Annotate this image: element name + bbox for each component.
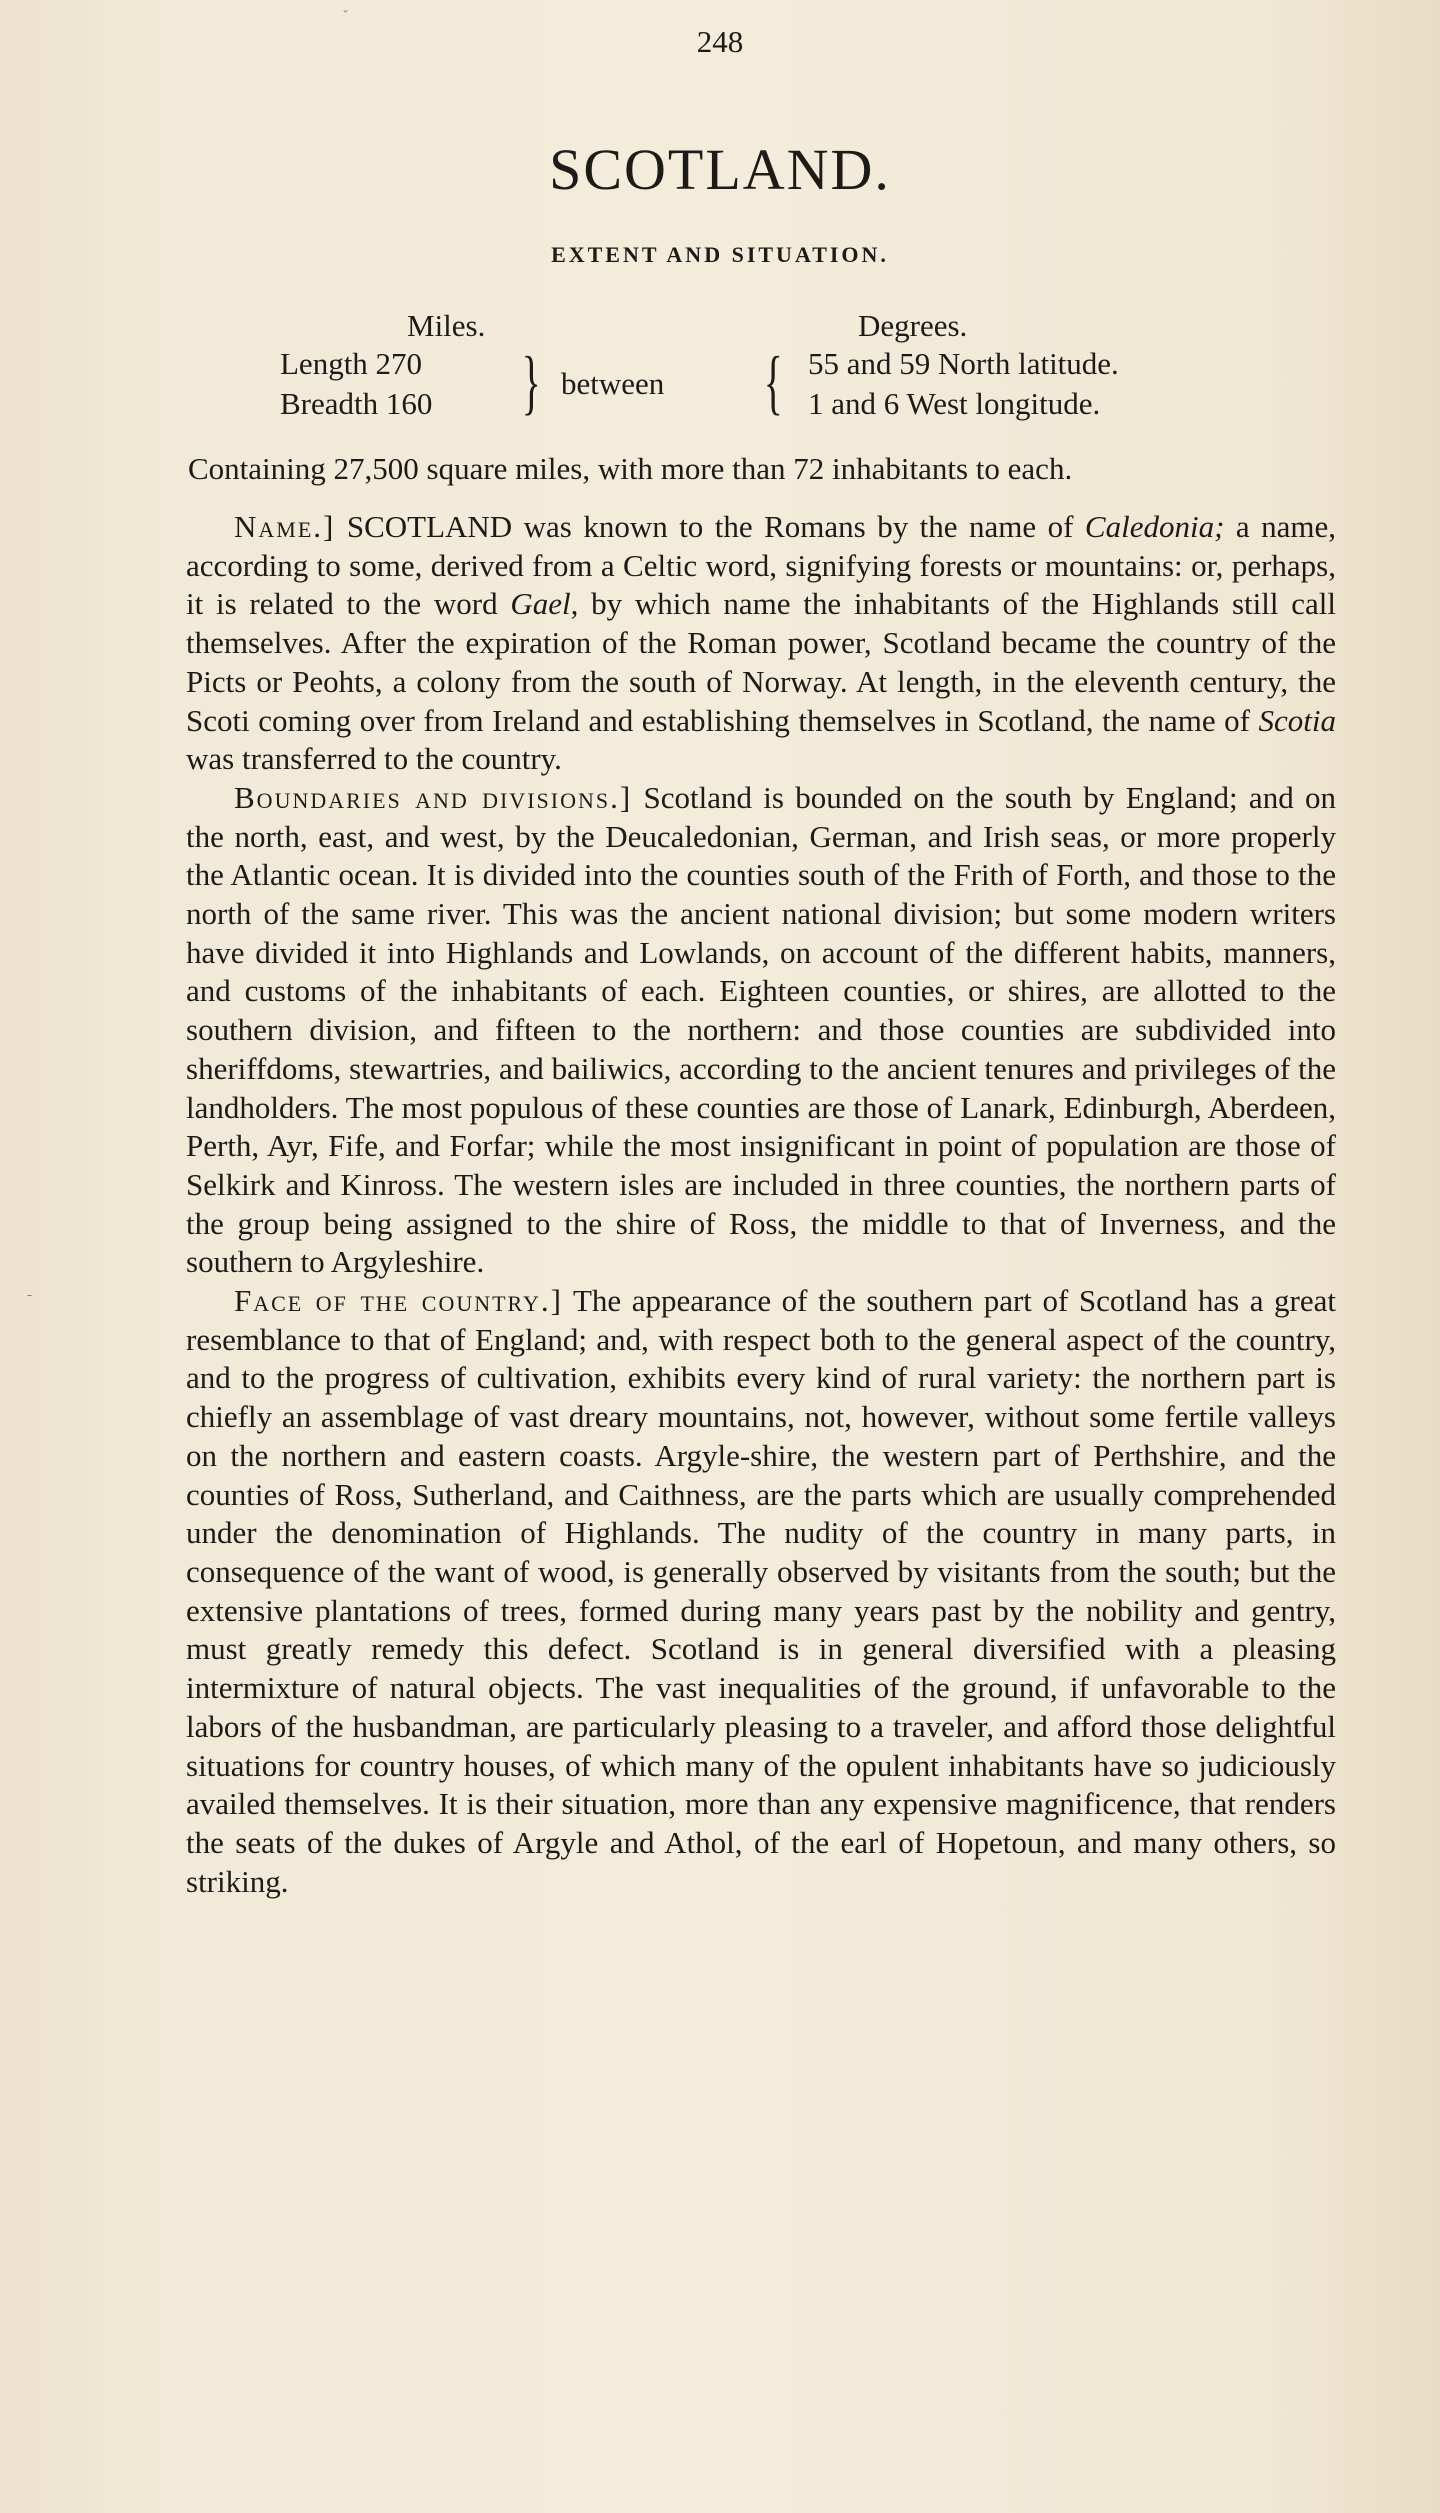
right-brace-icon: { <box>763 342 783 422</box>
name-heading: Name.] <box>234 509 336 544</box>
area-statement: Containing 27,500 square miles, with more than 72 inhabitants to each. <box>188 451 1073 486</box>
face-paragraph <box>186 1282 1336 1901</box>
boundaries-heading: Boundaries and divisions.] <box>234 779 633 815</box>
name-text-2: a name, according to some, derived from a Celtic word, signifying forests or mountains: or, perhaps, it is related to the word <box>186 509 1337 622</box>
latitude-range: 55 and 59 North latitude. <box>808 346 1119 381</box>
length-value: Length 270 <box>280 346 423 381</box>
margin-mark-icon: ˍ <box>26 1282 33 1298</box>
name-paragraph <box>186 508 1336 779</box>
article-body <box>186 508 1336 1901</box>
section-heading: EXTENT AND SITUATION. <box>551 242 889 267</box>
boundaries-text: Scotland is bounded on the south by England; and on the north, east, and west, by the Deucaledonian, German, and Irish seas, or more properly the Atlantic ocean. It is divided into the counties south of the Frith of Forth, and those to the north of the same river. This was the ancient national division; but some modern writers have divided it into Highlands and Lowlands, on account of the different habits, manners, and customs of the inhabitants of each. Eighteen counties, or shires, are allotted to the southern division, and fifteen to the northern: and those counties are subdivided into sheriffdoms, stewartries, and bailiwics, according to the ancient tenures and privileges of the landholders. The most populous of these counties are those of Lanark, Edinburgh, Aberdeen, Perth, Ayr, Fife, and Forfar; while the most insignificant in point of population are those of Selkirk and Kinross. The western isles are included in three counties, the northern parts of the group being assigned to the shire of Ross, the middle to that of Inverness, and the southern to Argyleshire. <box>186 779 1337 1280</box>
name-italic-2: Gael, <box>510 586 579 622</box>
name-text-3: by which name the inhabitants of the Highlands still call themselves. After the expiration of the Roman power, Scotland became the country of the Picts or Peohts, a colony from the south of Norway. At length, in the eleventh century, the Scoti coming over from Ireland and establishing themselves in Scotland, the name of <box>186 586 1336 738</box>
boundaries-paragraph <box>186 779 1336 1282</box>
scan-mark-icon: ˇ <box>342 9 349 25</box>
extent-table <box>0 308 1440 438</box>
page-title: SCOTLAND. <box>549 137 891 202</box>
name-text-1: SCOTLAND was known to the Romans by the name of <box>346 509 1085 544</box>
between-label: between <box>561 366 665 401</box>
face-heading: Face of the country.] <box>234 1283 563 1319</box>
breadth-value: Breadth 160 <box>280 386 433 421</box>
page-number: 248 <box>696 24 744 59</box>
name-text-4: was transferred to the country. <box>186 741 562 777</box>
miles-label: Miles. <box>407 308 486 343</box>
left-brace-icon: } <box>521 342 541 422</box>
name-italic-3: Scotia <box>1258 702 1336 738</box>
name-italic-1: Caledonia; <box>1084 509 1225 544</box>
degrees-label: Degrees. <box>858 308 968 343</box>
face-text: The appearance of the southern part of Scotland has a great resemblance to that of England; and, with respect both to the general aspect of the country, and to the progress of cultivation, exhibits every kind of rural variety: the northern part is chiefly an assemblage of vast dreary mountains, not, however, without some fertile valleys on the northern and eastern coasts. Argyle-shire, the western part of Perthshire, and the counties of Ross, Sutherland, and Caithness, are the parts which are usually comprehended under the denomination of Highlands. The nudity of the country in many parts, in consequence of the want of wood, is generally observed by visitants from the south; but the extensive plantations of trees, formed during many years past by the nobility and gentry, must greatly remedy this defect. Scotland is in general diversified with a pleasing intermixture of natural objects. The vast inequalities of the ground, if unfavorable to the labors of the husbandman, are particularly pleasing to a traveler, and afford those delightful situations for country houses, of which many of the opulent inhabitants have so judiciously availed themselves. It is their situation, more than any expensive magnificence, that renders the seats of the dukes of Argyle and Athol, of the earl of Hopetoun, and many others, so striking. <box>186 1283 1336 1899</box>
longitude-range: 1 and 6 West longitude. <box>808 386 1101 421</box>
